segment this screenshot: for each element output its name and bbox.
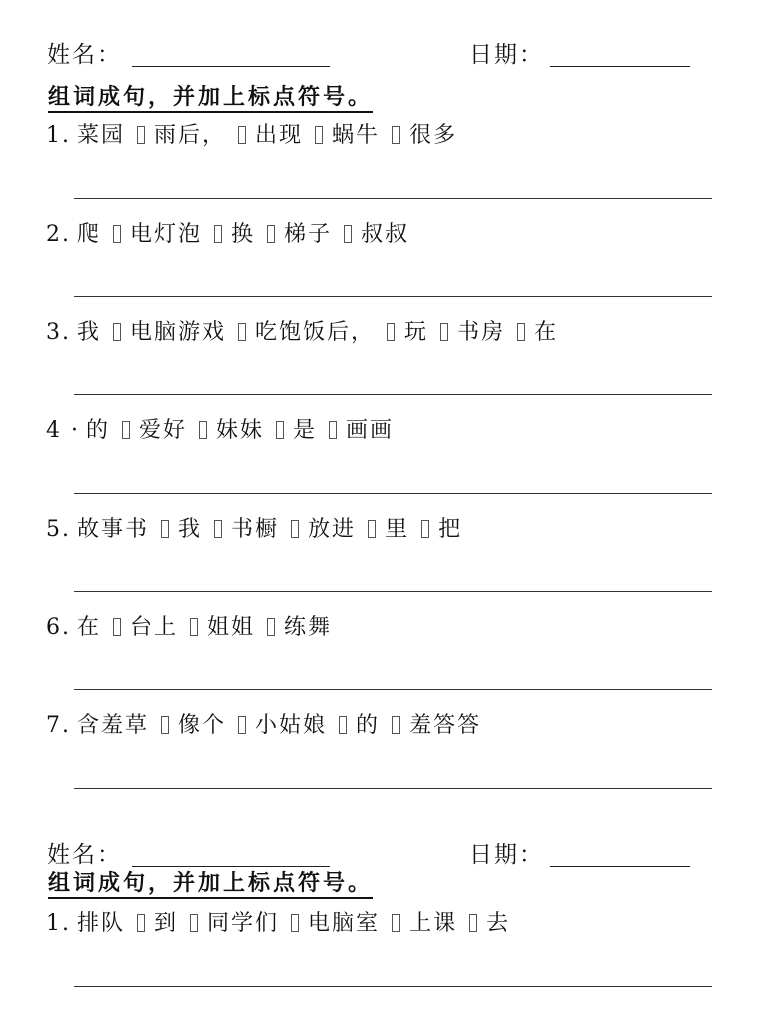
question-4: 4 · 的 爱好 妹妹 是 画画 [46, 418, 395, 443]
word: 出现 [255, 123, 304, 148]
separator-box [344, 225, 352, 243]
word: 很多 [409, 123, 458, 148]
date-field[interactable] [550, 866, 690, 867]
instruction-heading: 组词成句，并加上标点符号。 [48, 84, 373, 113]
word: 叔叔 [361, 222, 410, 247]
date-label: 日期： [469, 842, 544, 868]
separator-box [339, 716, 347, 734]
separator-box [315, 126, 323, 144]
answer-line-7[interactable] [74, 788, 712, 789]
answer-line-3[interactable] [74, 394, 712, 395]
answer-line-4[interactable] [74, 493, 712, 494]
word: 练舞 [284, 615, 333, 640]
separator-box [267, 618, 275, 636]
separator-box [387, 323, 395, 341]
separator-box [161, 520, 169, 538]
separator-box [190, 618, 198, 636]
word: 书橱 [231, 517, 280, 542]
word: 上课 [409, 911, 458, 936]
word: 画画 [346, 418, 395, 443]
word: 放进 [308, 517, 357, 542]
separator-box [161, 716, 169, 734]
separator-box [137, 126, 145, 144]
name-field[interactable] [132, 66, 330, 67]
name-field[interactable] [132, 866, 330, 867]
separator-box [137, 914, 145, 932]
word: 菜园 [77, 123, 126, 148]
separator-box [113, 225, 121, 243]
separator-box [421, 520, 429, 538]
word: 蜗牛 [332, 123, 381, 148]
separator-box [214, 520, 222, 538]
word: 的 [356, 713, 381, 738]
separator-box [440, 323, 448, 341]
word: 同学们 [207, 911, 280, 936]
separator-box [276, 421, 284, 439]
separator-box [238, 126, 246, 144]
word: 里 [385, 517, 410, 542]
question-3: 3. 我 电脑游戏 吃饱饭后， 玩 书房 在 [46, 320, 559, 345]
date-field[interactable] [550, 66, 690, 67]
separator-box [190, 914, 198, 932]
date-label: 日期： [469, 42, 544, 68]
word: 爱好 [139, 418, 188, 443]
word: 的 [85, 418, 110, 443]
answer-line-1[interactable] [74, 198, 712, 199]
word: 到 [154, 911, 179, 936]
separator-box [291, 914, 299, 932]
question-5: 5. 故事书 我 书橱 放进 里 把 [46, 517, 463, 542]
word: 含羞草 [77, 713, 150, 738]
separator-box [392, 914, 400, 932]
separator-box [392, 716, 400, 734]
separator-box [199, 421, 207, 439]
word: 我 [178, 517, 203, 542]
word: 爬 [77, 222, 102, 247]
word: 电灯泡 [130, 222, 203, 247]
word: 羞答答 [409, 713, 482, 738]
separator-box [517, 323, 525, 341]
answer-line-5[interactable] [74, 591, 712, 592]
word: 妹妹 [216, 418, 265, 443]
word: 是 [293, 418, 318, 443]
separator-box [122, 421, 130, 439]
name-label: 姓名： [47, 42, 122, 68]
answer-line-6[interactable] [74, 689, 712, 690]
word: 换 [231, 222, 256, 247]
separator-box [214, 225, 222, 243]
question-2: 2. 爬 电灯泡 换 梯子 叔叔 [46, 222, 410, 247]
question-6: 6. 在 台上 姐姐 练舞 [46, 615, 333, 640]
word: 梯子 [284, 222, 333, 247]
word: 电脑游戏 [130, 320, 227, 345]
answer-line-8[interactable] [74, 986, 712, 987]
word: 小姑娘 [255, 713, 328, 738]
separator-box [113, 618, 121, 636]
word: 玩 [404, 320, 429, 345]
word: 姐姐 [207, 615, 256, 640]
question-1: 1. 菜园 雨后， 出现 蜗牛 很多 [46, 123, 458, 148]
word: 故事书 [77, 517, 150, 542]
separator-box [291, 520, 299, 538]
instruction-heading: 组词成句，并加上标点符号。 [48, 870, 373, 899]
separator-box [329, 421, 337, 439]
word: 把 [438, 517, 463, 542]
word: 书房 [457, 320, 506, 345]
word: 排队 [77, 911, 126, 936]
question-1: 1. 排队 到 同学们 电脑室 上课 去 [46, 911, 511, 936]
separator-box [392, 126, 400, 144]
name-label: 姓名： [47, 842, 122, 868]
word: 我 [77, 320, 102, 345]
word: 在 [534, 320, 559, 345]
word: 去 [486, 911, 511, 936]
word: 雨后， [154, 123, 227, 148]
word: 在 [77, 615, 102, 640]
separator-box [238, 323, 246, 341]
separator-box [267, 225, 275, 243]
word: 电脑室 [308, 911, 381, 936]
separator-box [113, 323, 121, 341]
answer-line-2[interactable] [74, 296, 712, 297]
question-7: 7. 含羞草 像个 小姑娘 的 羞答答 [46, 713, 482, 738]
separator-box [469, 914, 477, 932]
word: 像个 [178, 713, 227, 738]
word: 吃饱饭后， [255, 320, 376, 345]
separator-box [238, 716, 246, 734]
word: 台上 [130, 615, 179, 640]
separator-box [368, 520, 376, 538]
